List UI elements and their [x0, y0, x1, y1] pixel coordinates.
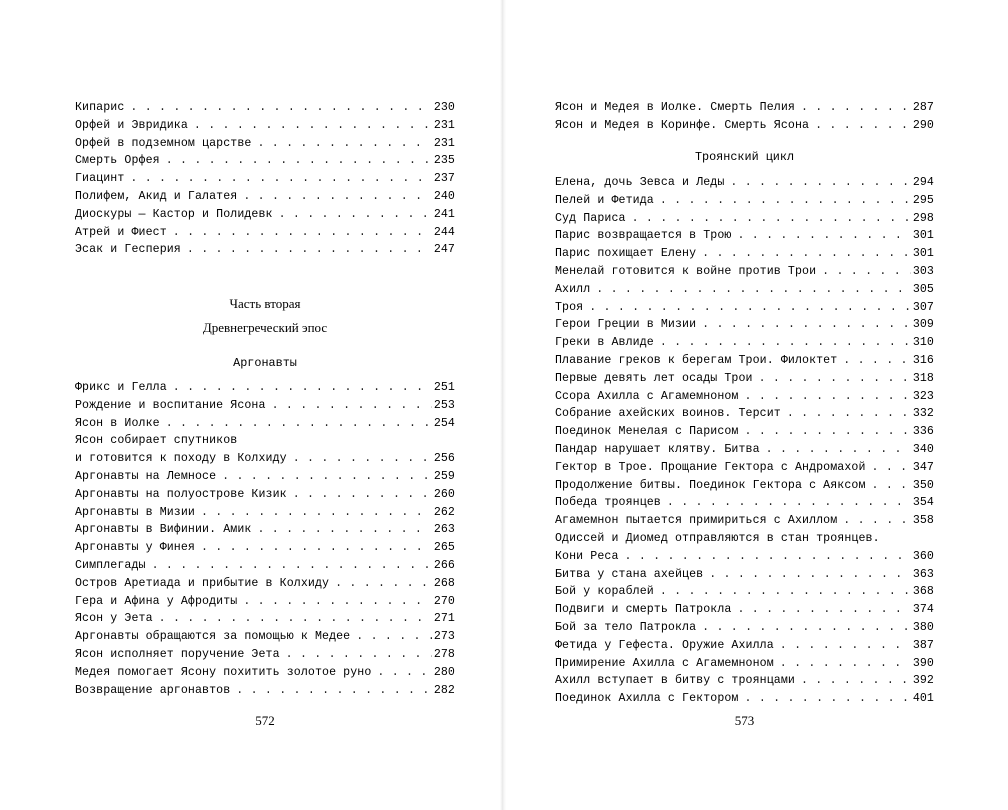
- toc-entry-page: 374: [912, 603, 934, 617]
- toc-entry-title: Бой за тело Патрокла: [555, 620, 697, 634]
- toc-entry-title: Парис похищает Елену: [555, 247, 697, 261]
- toc-entry: [75, 397, 455, 415]
- toc-dot-leader: [589, 299, 911, 317]
- toc-entry-title: и готовится к походу в Колхиду: [75, 452, 287, 466]
- toc-entry-page: 259: [433, 469, 455, 483]
- toc-entry-title: Возвращение аргонавтов: [75, 683, 231, 697]
- toc-entry-page: 290: [912, 118, 934, 132]
- toc-entry-title: Орфей в подземном царстве: [75, 136, 252, 150]
- toc-entry-line: [555, 530, 934, 548]
- toc-dot-leader: [286, 646, 432, 664]
- toc-entry-page: 271: [433, 612, 455, 626]
- toc-entry-title: Примирение Ахилла с Агамемноном: [555, 656, 774, 670]
- toc-entry-title: Суд Париса: [555, 211, 626, 225]
- toc-entry-title: Плавание греков к берегам Трои. Филоктет: [555, 353, 838, 367]
- toc-dot-leader: [293, 486, 432, 504]
- toc-entry-title: Греки в Авлиде: [555, 336, 654, 350]
- toc-entry-page: 301: [912, 229, 934, 243]
- toc-dot-leader: [745, 690, 911, 708]
- toc-entry: [75, 170, 455, 188]
- toc-entry-page: 256: [433, 452, 455, 466]
- toc-entry: [75, 135, 455, 153]
- toc-entry-title: Ясон у Эета: [75, 612, 153, 626]
- toc-dot-leader: [702, 316, 911, 334]
- toc-list-myths: [75, 99, 455, 259]
- toc-entry-title: Аргонавты на полуострове Кизик: [75, 487, 287, 501]
- toc-entry: [555, 583, 934, 601]
- toc-dot-leader: [660, 583, 911, 601]
- toc-entry: [555, 117, 934, 135]
- toc-entry: [555, 477, 934, 495]
- toc-entry-page: 368: [912, 585, 934, 599]
- toc-dot-leader: [222, 468, 432, 486]
- toc-entry-page: 354: [912, 496, 934, 510]
- toc-entry: [555, 210, 934, 228]
- toc-entry: [555, 299, 934, 317]
- toc-entry-page: 350: [912, 478, 934, 492]
- toc-dot-leader: [293, 450, 432, 468]
- toc-dot-leader: [745, 423, 911, 441]
- toc-dot-leader: [130, 99, 431, 117]
- toc-entry-page: 265: [433, 541, 455, 555]
- toc-entry-page: 254: [433, 416, 455, 430]
- toc-dot-leader: [801, 99, 911, 117]
- toc-entry-page: 360: [912, 549, 934, 563]
- toc-dot-leader: [660, 192, 911, 210]
- toc-entry: [75, 415, 455, 433]
- toc-entry-title: Медея помогает Ясону похитить золотое руно: [75, 665, 372, 679]
- toc-entry: [555, 459, 934, 477]
- toc-dot-leader: [166, 152, 432, 170]
- toc-entry-title: Симплегады: [75, 558, 146, 572]
- toc-entry-title: Подвиги и смерть Патрокла: [555, 603, 732, 617]
- toc-entry-title: Смерть Орфея: [75, 154, 160, 168]
- toc-entry: [555, 352, 934, 370]
- toc-list-argonauts: [75, 379, 455, 699]
- toc-entry-page: 235: [433, 154, 455, 168]
- toc-entry: [75, 379, 455, 397]
- toc-entry-page: 241: [433, 207, 455, 221]
- toc-entry-page: 268: [433, 576, 455, 590]
- toc-entry: [555, 334, 934, 352]
- toc-entry-page: 244: [433, 225, 455, 239]
- toc-entry-page: 282: [433, 683, 455, 697]
- toc-dot-leader: [801, 672, 911, 690]
- toc-entry-title: Ахилл вступает в битву с троянцами: [555, 674, 795, 688]
- toc-dot-leader: [872, 477, 911, 495]
- toc-dot-leader: [843, 512, 911, 530]
- toc-dot-leader: [737, 227, 910, 245]
- toc-entry: [555, 637, 934, 655]
- toc-entry-title: Ясон собирает спутников: [75, 434, 238, 448]
- toc-dot-leader: [173, 379, 432, 397]
- toc-entry-title: Аргонавты в Вифинии. Амик: [75, 523, 252, 537]
- toc-entry-title: Фрикс и Гелла: [75, 381, 167, 394]
- toc-dot-leader: [166, 415, 432, 433]
- toc-entry-title: Парис возвращается в Трою: [555, 229, 732, 243]
- toc-entry-title: Битва у стана ахейцев: [555, 567, 704, 581]
- toc-entry-title: Аргонавты обращаются за помощью к Медее: [75, 630, 351, 644]
- toc-entry-page: 263: [433, 523, 455, 537]
- toc-dot-leader: [243, 188, 431, 206]
- toc-entry-page: 336: [912, 425, 934, 439]
- toc-entry-title: Троя: [555, 300, 584, 314]
- toc-entry: [555, 99, 934, 117]
- toc-entry-title: Фетида у Гефеста. Оружие Ахилла: [555, 638, 774, 652]
- toc-entry-page: 347: [912, 460, 934, 474]
- toc-entry-title: Ясон и Медея в Коринфе. Смерть Ясона: [555, 118, 810, 132]
- toc-entry: [555, 281, 934, 299]
- toc-entry: [75, 557, 455, 575]
- toc-entry: [555, 512, 934, 530]
- toc-entry-title: Кони Реса: [555, 549, 619, 563]
- toc-entry-page: 380: [912, 620, 934, 634]
- toc-entry-title: Пандар нарушает клятву. Битва: [555, 442, 760, 456]
- toc-entry-title: Эсак и Гесперия: [75, 243, 181, 257]
- toc-entry-title: Елена, дочь Зевса и Леды: [555, 176, 725, 189]
- toc-entry-page: 318: [912, 371, 934, 385]
- toc-dot-leader: [159, 610, 432, 628]
- toc-entry-title: Гиацинт: [75, 172, 125, 186]
- toc-dot-leader: [759, 370, 911, 388]
- toc-entry-page: 262: [433, 505, 455, 519]
- toc-dot-leader: [702, 619, 911, 637]
- section-title-trojan-cycle: Троянский цикл: [694, 150, 795, 164]
- toc-entry-title: Орфей и Эвридика: [75, 118, 188, 132]
- toc-dot-leader: [766, 441, 911, 459]
- toc-entry: [555, 672, 934, 690]
- toc-dot-leader: [377, 664, 431, 682]
- book-gutter: [500, 0, 506, 810]
- page-number-right: 573: [734, 713, 755, 728]
- toc-entry-title: Менелай готовится к войне против Трои: [555, 264, 817, 278]
- right-page: [555, 0, 934, 810]
- toc-entry-title: Герои Греции в Мизии: [555, 318, 697, 332]
- toc-entry: [555, 690, 934, 708]
- toc-entry: [75, 504, 455, 522]
- toc-entry-page: 294: [912, 176, 934, 189]
- toc-entry-page: 303: [912, 264, 934, 278]
- toc-entry-page: 240: [433, 189, 455, 203]
- toc-entry: [555, 245, 934, 263]
- toc-entry: [555, 494, 934, 512]
- toc-dot-leader: [201, 504, 432, 522]
- toc-entry-page: 363: [912, 567, 934, 581]
- toc-dot-leader: [130, 170, 431, 188]
- toc-dot-leader: [201, 539, 432, 557]
- toc-entry: [555, 619, 934, 637]
- toc-entry: [75, 206, 455, 224]
- toc-entry-page: 253: [433, 398, 455, 412]
- toc-entry-title: Рождение и воспитание Ясона: [75, 398, 266, 412]
- toc-dot-leader: [632, 210, 911, 228]
- toc-entry: [75, 117, 455, 135]
- toc-entry-page: 310: [912, 336, 934, 350]
- toc-entry-page: 390: [912, 656, 934, 670]
- toc-entry-page: 230: [433, 101, 455, 114]
- toc-dot-leader: [356, 628, 432, 646]
- toc-entry: [555, 316, 934, 334]
- toc-entry-title: Остров Аретиада и прибытие в Колхиду: [75, 576, 330, 590]
- toc-entry: [555, 655, 934, 673]
- toc-entry: [75, 521, 455, 539]
- toc-entry-page: 231: [433, 136, 455, 150]
- toc-entry: [555, 370, 934, 388]
- toc-entry: [555, 601, 934, 619]
- toc-entry: [75, 682, 455, 700]
- toc-entry: [75, 468, 455, 486]
- toc-entry-page: 392: [912, 674, 934, 688]
- toc-entry-page: 278: [433, 647, 455, 661]
- toc-entry: [75, 224, 455, 242]
- toc-entry-page: 231: [433, 118, 455, 132]
- toc-dot-leader: [194, 117, 432, 135]
- toc-entry: [555, 441, 934, 459]
- toc-entry: [75, 539, 455, 557]
- toc-dot-leader: [279, 206, 432, 224]
- toc-dot-leader: [173, 224, 432, 242]
- toc-dot-leader: [152, 557, 432, 575]
- toc-entry-title: Бой у кораблей: [555, 585, 654, 599]
- toc-entry-page: 358: [912, 514, 934, 528]
- toc-entry-page: 247: [433, 243, 455, 257]
- toc-entry-page: 287: [912, 101, 934, 114]
- toc-entry: [75, 486, 455, 504]
- toc-list-argonauts-cont: [555, 99, 934, 135]
- toc-dot-leader: [257, 521, 431, 539]
- toc-entry: [555, 405, 934, 423]
- part-title: Древнегреческий эпос: [202, 320, 328, 335]
- toc-entry: [555, 548, 934, 566]
- toc-entry-page: 237: [433, 172, 455, 186]
- toc-entry-title: Гектор в Трое. Прощание Гектора с Андромахой: [555, 460, 866, 474]
- toc-entry-page: 251: [433, 381, 455, 394]
- toc-entry-title: Собрание ахейских воинов. Терсит: [555, 407, 781, 421]
- toc-dot-leader: [596, 281, 911, 299]
- toc-entry-page: 401: [912, 692, 934, 706]
- toc-dot-leader: [780, 637, 911, 655]
- toc-entry: [75, 241, 455, 259]
- toc-dot-leader: [843, 352, 911, 370]
- toc-entry-title: Полифем, Акид и Галатея: [75, 189, 238, 203]
- toc-entry: [75, 152, 455, 170]
- toc-entry-title: Поединок Менелая с Парисом: [555, 425, 739, 439]
- toc-entry-title: Диоскуры — Кастор и Полидевк: [75, 207, 273, 221]
- toc-entry-title: Поединок Ахилла с Гектором: [555, 692, 739, 706]
- toc-entry-page: 295: [912, 193, 934, 207]
- toc-dot-leader: [709, 566, 911, 584]
- toc-entry: [75, 188, 455, 206]
- toc-entry-page: 387: [912, 638, 934, 652]
- toc-entry: [75, 450, 455, 468]
- toc-entry: [555, 388, 934, 406]
- toc-entry-page: 340: [912, 442, 934, 456]
- toc-entry-title: Ясон и Медея в Иолке. Смерть Пелия: [555, 101, 795, 114]
- toc-entry-page: 260: [433, 487, 455, 501]
- part-label: Часть вторая: [229, 296, 301, 311]
- toc-entry: [555, 263, 934, 281]
- toc-dot-leader: [822, 263, 911, 281]
- toc-entry-page: 273: [433, 630, 455, 644]
- toc-entry-title: Аргонавты на Лемносе: [75, 469, 217, 483]
- toc-entry-page: 270: [433, 594, 455, 608]
- toc-entry-page: 307: [912, 300, 934, 314]
- toc-entry-page: 332: [912, 407, 934, 421]
- toc-entry-page: 316: [912, 353, 934, 367]
- toc-dot-leader: [243, 593, 431, 611]
- toc-entry-page: 301: [912, 247, 934, 261]
- toc-entry-title: Ссора Ахилла с Агамемноном: [555, 389, 739, 403]
- toc-entry-page: 323: [912, 389, 934, 403]
- toc-dot-leader: [625, 548, 911, 566]
- toc-entry: [75, 99, 455, 117]
- page-number-left: 572: [255, 713, 275, 728]
- toc-entry-title: Победа троянцев: [555, 496, 661, 510]
- toc-dot-leader: [872, 459, 911, 477]
- toc-entry: [555, 566, 934, 584]
- toc-dot-leader: [667, 494, 911, 512]
- toc-dot-leader: [335, 575, 432, 593]
- toc-entry-page: 309: [912, 318, 934, 332]
- toc-entry-title: Пелей и Фетида: [555, 193, 654, 207]
- toc-dot-leader: [745, 388, 911, 406]
- toc-entry: [75, 646, 455, 664]
- toc-entry: [555, 423, 934, 441]
- toc-entry: [75, 575, 455, 593]
- toc-dot-leader: [815, 117, 911, 135]
- toc-dot-leader: [702, 245, 911, 263]
- toc-entry-title: Ясон исполняет поручение Эета: [75, 647, 280, 661]
- toc-entry-title: Аргонавты у Финея: [75, 541, 195, 555]
- toc-entry: [555, 192, 934, 210]
- left-page: [75, 0, 455, 810]
- toc-entry: [75, 610, 455, 628]
- toc-entry-title: Ахилл: [555, 282, 591, 296]
- toc-entry-title: Кипарис: [75, 101, 125, 114]
- toc-entry-title: Одиссей и Диомед отправляются в стан троянцев.: [555, 531, 880, 545]
- toc-dot-leader: [272, 397, 432, 415]
- toc-dot-leader: [780, 655, 911, 673]
- toc-entry: [555, 227, 934, 245]
- toc-dot-leader: [737, 601, 910, 619]
- toc-entry-page: 266: [433, 558, 455, 572]
- toc-dot-leader: [660, 334, 911, 352]
- toc-dot-leader: [187, 241, 432, 259]
- toc-entry-page: 305: [912, 282, 934, 296]
- toc-dot-leader: [730, 174, 910, 192]
- toc-entry-title: Агамемнон пытается примириться с Ахиллом: [555, 514, 838, 528]
- toc-entry-title: Аргонавты в Мизии: [75, 505, 195, 519]
- toc-entry-title: Ясон в Иолке: [75, 416, 160, 430]
- section-title-argonauts: Аргонавты: [233, 356, 297, 370]
- toc-entry: [75, 664, 455, 682]
- toc-entry-page: 280: [433, 665, 455, 679]
- toc-dot-leader: [236, 682, 432, 700]
- toc-entry-title: Атрей и Фиест: [75, 225, 167, 239]
- toc-entry: [75, 628, 455, 646]
- toc-entry-title: Гера и Афина у Афродиты: [75, 594, 238, 608]
- toc-entry-page: 298: [912, 211, 934, 225]
- toc-entry-line: [75, 432, 455, 450]
- toc-entry-title: Первые девять лет осады Трои: [555, 371, 753, 385]
- toc-entry: [75, 593, 455, 611]
- toc-entry: [555, 174, 934, 192]
- toc-dot-leader: [257, 135, 431, 153]
- toc-entry-title: Продолжение битвы. Поединок Гектора с Аяксом: [555, 478, 866, 492]
- toc-list-trojan-cycle: [555, 174, 934, 708]
- toc-dot-leader: [787, 405, 911, 423]
